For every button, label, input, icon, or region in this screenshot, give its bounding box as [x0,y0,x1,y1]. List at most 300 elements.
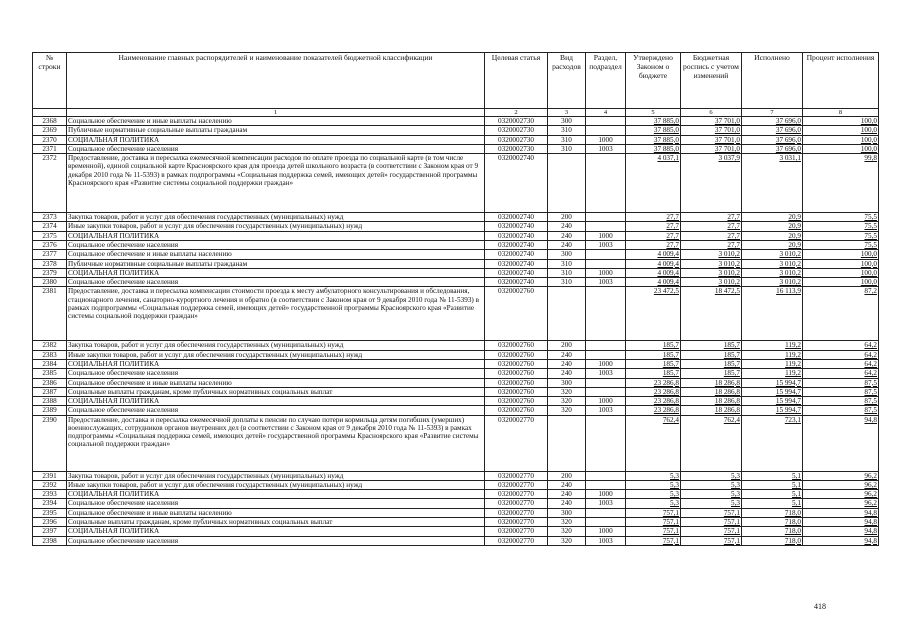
target-article: 0320002740 [485,250,548,259]
approved-value: 4 009,4 [626,250,681,259]
header-approved: Утверждено Законом о бюджете [626,53,681,109]
executed-value: 3 010,2 [742,250,803,259]
expense-type: 300 [548,117,586,126]
column-index: 1 [67,109,485,117]
section [586,471,626,480]
target-article: 0320002770 [485,480,548,489]
approved-value: 4 009,4 [626,278,681,287]
target-article: 0320002770 [485,536,548,545]
percent-value: 100,0 [803,126,879,135]
percent-value: 87,5 [803,378,879,387]
header-name: Наименование главных распорядителей и наименование показателей бюджетной классификации [67,53,485,109]
table-row [33,397,879,406]
table-row [33,135,879,144]
section [586,287,626,341]
expense-type: 310 [548,126,586,135]
target-article: 0320002760 [485,406,548,415]
approved-value: 185,7 [626,359,681,368]
executed-value: 718,0 [742,536,803,545]
table-row [33,222,879,231]
row-number: 2395 [33,508,67,517]
percent-value: 99,8 [803,154,879,213]
row-name: Социальное обеспечение и иные выплаты населению [67,117,485,126]
percent-value: 96,2 [803,471,879,480]
column-index: 3 [548,109,586,117]
target-article: 0320002730 [485,135,548,144]
row-number: 2398 [33,536,67,545]
percent-value: 100,0 [803,135,879,144]
approved-value: 23 472,5 [626,287,681,341]
row-name: Социальные выплаты гражданам, кроме публичных нормативных социальных выплат [67,518,485,527]
row-name: Социальное обеспечение населения [67,144,485,153]
executed-value: 3 010,2 [742,259,803,268]
row-number: 2377 [33,250,67,259]
expense-type: 310 [548,144,586,153]
row-number: 2387 [33,387,67,396]
row-name: Социальное обеспечение населения [67,536,485,545]
table-row [33,508,879,517]
executed-value: 37 696,0 [742,126,803,135]
table-row [33,154,879,213]
row-name: Социальное обеспечение населения [67,499,485,508]
table-row [33,144,879,153]
page-number: 418 [814,602,826,611]
section [586,259,626,268]
table-row [33,378,879,387]
target-article: 0320002730 [485,126,548,135]
approved-value: 23 286,8 [626,397,681,406]
expense-type: 240 [548,222,586,231]
approved-value: 5,3 [626,480,681,489]
approved-value: 757,1 [626,518,681,527]
row-number: 2389 [33,406,67,415]
budget-list-value: 27,7 [681,231,742,240]
expense-type: 240 [548,499,586,508]
target-article: 0320002740 [485,154,548,213]
section: 1003 [586,369,626,378]
expense-type [548,287,586,341]
header-row-number: № строки [33,53,67,109]
section [586,378,626,387]
expense-type: 300 [548,508,586,517]
executed-value: 119,2 [742,341,803,350]
executed-value: 5,1 [742,480,803,489]
approved-value: 27,7 [626,240,681,249]
section [586,480,626,489]
table-row [33,490,879,499]
approved-value: 27,7 [626,231,681,240]
budget-list-value: 185,7 [681,359,742,368]
table-row [33,250,879,259]
percent-value: 100,0 [803,259,879,268]
approved-value: 27,7 [626,222,681,231]
target-article: 0320002770 [485,490,548,499]
executed-value: 718,0 [742,527,803,536]
section: 1000 [586,397,626,406]
header-executed: Исполнено [742,53,803,109]
section [586,126,626,135]
budget-list-value: 5,3 [681,471,742,480]
row-number: 2374 [33,222,67,231]
target-article: 0320002760 [485,359,548,368]
table-row [33,415,879,471]
row-name: СОЦИАЛЬНАЯ ПОЛИТИКА [67,359,485,368]
executed-value: 5,1 [742,499,803,508]
row-number: 2369 [33,126,67,135]
row-number: 2385 [33,369,67,378]
percent-value: 100,0 [803,144,879,153]
executed-value: 15 994,7 [742,378,803,387]
section [586,154,626,213]
approved-value: 37 885,0 [626,135,681,144]
table-row [33,406,879,415]
percent-value: 100,0 [803,250,879,259]
executed-value: 119,2 [742,369,803,378]
table-row [33,126,879,135]
expense-type: 310 [548,268,586,277]
approved-value: 4 009,4 [626,259,681,268]
executed-value: 119,2 [742,350,803,359]
header-section: Раздел, подраздел [586,53,626,109]
approved-value: 5,3 [626,490,681,499]
table-row [33,117,879,126]
budget-list-value: 3 010,2 [681,259,742,268]
row-name: СОЦИАЛЬНАЯ ПОЛИТИКА [67,490,485,499]
budget-list-value: 762,4 [681,415,742,471]
column-index [33,109,67,117]
row-name: Закупка товаров, работ и услуг для обеспечения государственных (муниципальных) нужд [67,471,485,480]
executed-value: 119,2 [742,359,803,368]
budget-list-value: 757,1 [681,518,742,527]
section [586,350,626,359]
section [586,213,626,222]
table-row [33,287,879,341]
expense-type: 200 [548,471,586,480]
row-name: Социальное обеспечение и иные выплаты населению [67,508,485,517]
row-name: Социальное обеспечение населения [67,369,485,378]
expense-type [548,415,586,471]
row-number: 2393 [33,490,67,499]
table-row [33,359,879,368]
percent-value: 96,2 [803,490,879,499]
expense-type: 310 [548,259,586,268]
budget-list-value: 757,1 [681,508,742,517]
expense-type: 320 [548,527,586,536]
executed-value: 15 994,7 [742,397,803,406]
expense-type: 320 [548,518,586,527]
percent-value: 64,2 [803,369,879,378]
row-number: 2379 [33,268,67,277]
row-number: 2376 [33,240,67,249]
approved-value: 37 885,0 [626,117,681,126]
percent-value: 64,2 [803,350,879,359]
percent-value: 75,5 [803,213,879,222]
expense-type: 200 [548,341,586,350]
row-name: Иные закупки товаров, работ и услуг для обеспечения государственных (муниципальных) нужд [67,480,485,489]
budget-list-value: 3 010,2 [681,278,742,287]
percent-value: 94,8 [803,536,879,545]
approved-value: 27,7 [626,213,681,222]
table-row [33,369,879,378]
percent-value: 87,5 [803,387,879,396]
row-name: Публичные нормативные социальные выплаты гражданам [67,259,485,268]
approved-value: 23 286,8 [626,387,681,396]
budget-list-value: 37 701,0 [681,117,742,126]
row-name: Предоставление, доставка и пересылка компенсации стоимости проезда к месту амбулаторного консультирования и обследования, стационарного лечения, санаторно-курортного лечения и обратно (в соответствии с Законом края от 9 декабря 2010 года № 11-5393) в рамках подпрограммы «Социальная поддержка семей, имеющих детей» государственной программы Красноярского края «Развитие системы социальной поддержки граждан» [67,287,485,341]
budget-list-value: 18 286,8 [681,397,742,406]
expense-type: 240 [548,369,586,378]
row-number: 2380 [33,278,67,287]
header-percent: Процент исполнения [803,53,879,109]
target-article: 0320002740 [485,240,548,249]
percent-value: 100,0 [803,268,879,277]
target-article: 0320002760 [485,350,548,359]
row-number: 2381 [33,287,67,341]
section [586,222,626,231]
percent-value: 75,5 [803,222,879,231]
expense-type: 320 [548,536,586,545]
table-row [33,268,879,277]
row-number: 2386 [33,378,67,387]
row-name: Предоставление, доставка и пересылка ежемесячной компенсации расходов по оплате проезда по социальной карте (в том числе временной), единой социальной карте Красноярского края для проезда детей школьного возраста (в соответствии с Законом края от 9 декабря 2010 года № 11-5393) в рамках подпрограммы «Социальная поддержка семей, имеющих детей» государственной программы Красноярского края «Развитие системы социальной поддержки граждан» [67,154,485,213]
target-article: 0320002760 [485,287,548,341]
row-name: СОЦИАЛЬНАЯ ПОЛИТИКА [67,397,485,406]
budget-list-value: 5,3 [681,490,742,499]
column-index: 8 [803,109,879,117]
row-name: Закупка товаров, работ и услуг для обеспечения государственных (муниципальных) нужд [67,213,485,222]
table-row [33,518,879,527]
expense-type: 300 [548,378,586,387]
table-row [33,471,879,480]
percent-value: 64,2 [803,359,879,368]
row-number: 2392 [33,480,67,489]
column-index: 2 [485,109,548,117]
section: 1003 [586,406,626,415]
row-number: 2372 [33,154,67,213]
column-index: 4 [586,109,626,117]
approved-value: 185,7 [626,350,681,359]
row-number: 2371 [33,144,67,153]
section [586,518,626,527]
row-number: 2391 [33,471,67,480]
section: 1000 [586,527,626,536]
expense-type: 240 [548,490,586,499]
target-article: 0320002770 [485,499,548,508]
executed-value: 15 994,7 [742,406,803,415]
row-number: 2390 [33,415,67,471]
budget-list-value: 18 286,8 [681,387,742,396]
target-article: 0320002730 [485,144,548,153]
percent-value: 94,8 [803,508,879,517]
budget-list-value: 757,1 [681,536,742,545]
executed-value: 16 113,9 [742,287,803,341]
budget-list-value: 27,7 [681,240,742,249]
executed-value: 20,9 [742,213,803,222]
section [586,250,626,259]
budget-table [32,52,879,546]
section [586,415,626,471]
section: 1003 [586,536,626,545]
expense-type: 310 [548,135,586,144]
column-index: 7 [742,109,803,117]
percent-value: 87,5 [803,406,879,415]
header-expense-type: Вид расходов [548,53,586,109]
row-name: Иные закупки товаров, работ и услуг для обеспечения государственных (муниципальных) нужд [67,222,485,231]
row-name: Социальное обеспечение населения [67,278,485,287]
expense-type: 320 [548,397,586,406]
budget-list-value: 3 010,2 [681,250,742,259]
row-number: 2383 [33,350,67,359]
row-number: 2388 [33,397,67,406]
executed-value: 3 031,1 [742,154,803,213]
percent-value: 100,0 [803,278,879,287]
expense-type [548,154,586,213]
row-name: Социальное обеспечение населения [67,406,485,415]
executed-value: 718,0 [742,508,803,517]
row-number: 2384 [33,359,67,368]
executed-value: 723,1 [742,415,803,471]
budget-list-value: 37 701,0 [681,126,742,135]
section [586,508,626,517]
header-target-article: Целевая статья [485,53,548,109]
budget-list-value: 5,3 [681,480,742,489]
percent-value: 94,8 [803,415,879,471]
target-article: 0320002770 [485,527,548,536]
row-name: Социальные выплаты гражданам, кроме публичных нормативных социальных выплат [67,387,485,396]
executed-value: 5,1 [742,471,803,480]
table-row [33,480,879,489]
percent-value: 87,5 [803,397,879,406]
section: 1003 [586,278,626,287]
row-name: СОЦИАЛЬНАЯ ПОЛИТИКА [67,135,485,144]
executed-value: 15 994,7 [742,387,803,396]
budget-list-value: 185,7 [681,369,742,378]
percent-value: 75,5 [803,231,879,240]
expense-type: 240 [548,350,586,359]
target-article: 0320002770 [485,508,548,517]
target-article: 0320002740 [485,259,548,268]
row-name: Социальное обеспечение населения [67,240,485,249]
row-name: СОЦИАЛЬНАЯ ПОЛИТИКА [67,231,485,240]
table-row [33,527,879,536]
target-article: 0320002730 [485,117,548,126]
column-index: 5 [626,109,681,117]
budget-list-value: 18 286,8 [681,378,742,387]
executed-value: 3 010,2 [742,268,803,277]
section [586,117,626,126]
executed-value: 37 696,0 [742,135,803,144]
target-article: 0320002740 [485,278,548,287]
budget-list-value: 3 037,9 [681,154,742,213]
approved-value: 757,1 [626,536,681,545]
target-article: 0320002760 [485,397,548,406]
approved-value: 5,3 [626,499,681,508]
row-name: Предоставление, доставка и пересылка ежемесячной доплаты к пенсии по случаю потери кормильца детям погибших (умерших) военнослужащих, сотрудников органов внутренних дел (в соответствии с Законом края от 9 декабря 2010 года № 11-5393) в рамках подпрограммы «Социальная поддержка семей, имеющих детей» государственной программы Красноярского края «Развитие системы социальной поддержки граждан» [67,415,485,471]
row-number: 2397 [33,527,67,536]
approved-value: 37 885,0 [626,126,681,135]
table-row [33,213,879,222]
row-name: Социальное обеспечение и иные выплаты населению [67,250,485,259]
percent-value: 94,8 [803,518,879,527]
row-name: СОЦИАЛЬНАЯ ПОЛИТИКА [67,268,485,277]
table-row [33,499,879,508]
budget-list-value: 185,7 [681,341,742,350]
expense-type: 240 [548,359,586,368]
budget-list-value: 27,7 [681,213,742,222]
target-article: 0320002770 [485,471,548,480]
column-index: 6 [681,109,742,117]
section: 1000 [586,268,626,277]
section [586,341,626,350]
budget-list-value: 18 286,8 [681,406,742,415]
table-row [33,536,879,545]
target-article: 0320002770 [485,518,548,527]
executed-value: 20,9 [742,240,803,249]
row-name: Закупка товаров, работ и услуг для обеспечения государственных (муниципальных) нужд [67,341,485,350]
row-name: Публичные нормативные социальные выплаты гражданам [67,126,485,135]
executed-value: 37 696,0 [742,117,803,126]
budget-list-value: 37 701,0 [681,144,742,153]
budget-list-value: 3 010,2 [681,268,742,277]
approved-value: 5,3 [626,471,681,480]
section: 1003 [586,499,626,508]
approved-value: 23 286,8 [626,378,681,387]
column-index-row [33,109,879,117]
approved-value: 37 885,0 [626,144,681,153]
target-article: 0320002740 [485,268,548,277]
section: 1003 [586,144,626,153]
approved-value: 185,7 [626,369,681,378]
table-row [33,231,879,240]
percent-value: 75,5 [803,240,879,249]
table-row [33,387,879,396]
executed-value: 3 010,2 [742,278,803,287]
row-number: 2368 [33,117,67,126]
budget-list-value: 757,1 [681,527,742,536]
approved-value: 4 009,4 [626,268,681,277]
expense-type: 300 [548,250,586,259]
target-article: 0320002760 [485,341,548,350]
executed-value: 718,0 [742,518,803,527]
row-number: 2373 [33,213,67,222]
target-article: 0320002760 [485,378,548,387]
expense-type: 200 [548,213,586,222]
section [586,387,626,396]
expense-type: 320 [548,406,586,415]
percent-value: 100,0 [803,117,879,126]
percent-value: 64,2 [803,341,879,350]
budget-list-value: 18 472,5 [681,287,742,341]
row-number: 2370 [33,135,67,144]
target-article: 0320002740 [485,222,548,231]
table-row [33,259,879,268]
budget-list-value: 5,3 [681,499,742,508]
budget-list-value: 27,7 [681,222,742,231]
section: 1000 [586,359,626,368]
approved-value: 4 037,1 [626,154,681,213]
row-number: 2396 [33,518,67,527]
expense-type: 240 [548,240,586,249]
table-row [33,350,879,359]
approved-value: 185,7 [626,341,681,350]
budget-list-value: 37 701,0 [681,135,742,144]
approved-value: 757,1 [626,527,681,536]
approved-value: 762,4 [626,415,681,471]
table-row [33,341,879,350]
percent-value: 94,8 [803,527,879,536]
row-number: 2382 [33,341,67,350]
header-budget-list: Бюджетная роспись с учетом изменений [681,53,742,109]
